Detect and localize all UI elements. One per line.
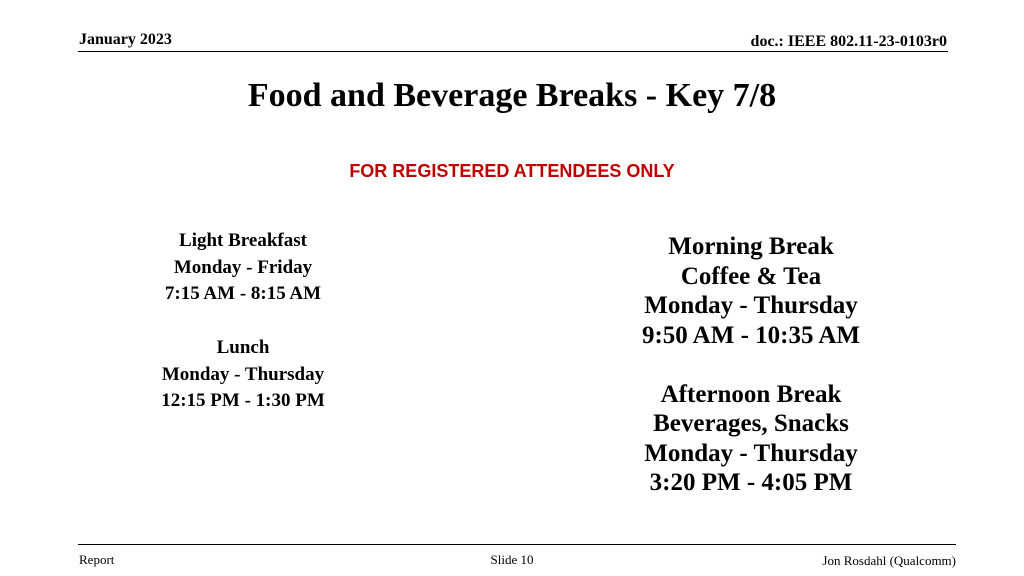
spacer xyxy=(112,308,374,335)
morning-break-detail: Coffee & Tea xyxy=(680,262,822,290)
morning-break-time: 9:50 AM - 10:35 AM xyxy=(641,321,861,349)
right-schedule-column xyxy=(600,232,902,498)
spacer xyxy=(600,350,902,380)
afternoon-break-name: Afternoon Break xyxy=(660,380,842,408)
header-doc-id: doc.: IEEE 802.11-23-0103r0 xyxy=(750,33,947,50)
registered-notice: FOR REGISTERED ATTENDEES ONLY xyxy=(349,161,675,181)
footer-slide-number: Slide 10 xyxy=(490,552,534,567)
left-schedule-column xyxy=(112,228,374,415)
breakfast-days: Monday - Friday xyxy=(173,256,313,278)
footer-report-label: Report xyxy=(79,552,115,567)
breakfast-time: 7:15 AM - 8:15 AM xyxy=(164,283,322,305)
afternoon-break-days: Monday - Thursday xyxy=(644,439,858,467)
afternoon-break-detail: Beverages, Snacks xyxy=(653,410,849,437)
lunch-days: Monday - Thursday xyxy=(161,363,325,385)
header-date: January 2023 xyxy=(79,31,172,48)
breakfast-name: Light Breakfast xyxy=(179,230,307,251)
afternoon-break-time: 3:20 PM - 4:05 PM xyxy=(649,469,853,496)
footer-divider xyxy=(78,544,956,545)
morning-break-days: Monday - Thursday xyxy=(644,292,858,319)
header-divider xyxy=(78,51,948,52)
slide-title: Food and Beverage Breaks - Key 7/8 xyxy=(247,77,777,114)
lunch-name: Lunch xyxy=(216,336,270,358)
footer-author: Jon Rosdahl (Qualcomm) xyxy=(822,553,956,568)
morning-break-name: Morning Break xyxy=(668,233,834,260)
lunch-time: 12:15 PM - 1:30 PM xyxy=(161,390,325,412)
